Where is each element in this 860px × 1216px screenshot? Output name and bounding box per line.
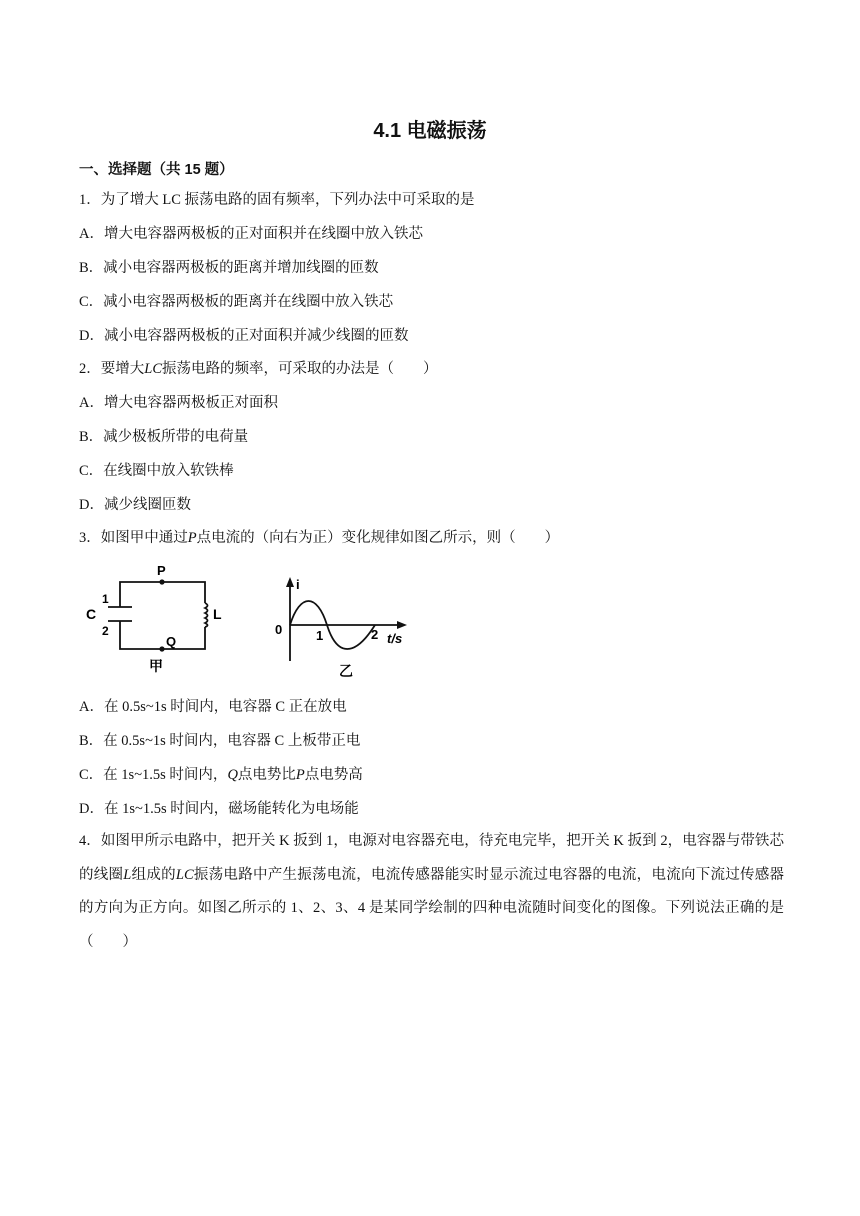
q3-option-c-part: 点电势比 [237, 767, 296, 783]
q4-stem-part: 组成的 [131, 866, 176, 883]
q4-stem-italic: LC [175, 866, 194, 883]
i-axis-arrow [286, 577, 294, 587]
label-plate-1: 1 [102, 592, 109, 606]
q3-option-b: B．在 0.5s~1s 时间内，电容器 C 上板带正电 [79, 733, 361, 749]
label-q: Q [166, 634, 177, 649]
caption-jia: 甲 [149, 658, 163, 674]
t-axis-arrow [397, 621, 407, 629]
q2-option-a: A．增大电容器两极板正对面积 [79, 395, 278, 411]
q3-option-d: D．在 1s~1.5s 时间内，磁场能转化为电场能 [79, 801, 359, 817]
label-t-unit: t/s [387, 631, 403, 646]
q3-stem [79, 528, 559, 548]
q2-stem [79, 359, 438, 379]
caption-yi: 乙 [339, 663, 353, 679]
q4-stem-part: 4．如图甲所示电路中，把开关 K 扳到 1，电源对电容器充电，待充电完毕，把开关 K 扳到 2，电容器与带铁芯的线圈 [79, 833, 784, 883]
q1-option-a: A．增大电容器两极板的正对面积并在线圈中放入铁芯 [79, 226, 423, 242]
q1-stem: 1．为了增大 LC 振荡电路的固有频率，下列办法中可采取的是 [79, 192, 475, 208]
q4-stem [79, 825, 784, 960]
q4-stem-part: 振荡电路中产生振荡电流，电流传感器能实时显示流过电容器的电流，电流向下流过传感器的方向为正方向。如图乙所示的 1、2、3、4 是某同学绘制的四种电流随时间变化的图像。下列说法正确的是（ ） [79, 866, 785, 951]
label-i: i [296, 577, 300, 592]
q3-option-c-italic: Q [227, 767, 238, 783]
q2-stem-part: 2．要增大 [79, 361, 145, 377]
label-c: C [86, 606, 97, 622]
q1-option-c: C．减小电容器两极板的距离并在线圈中放入铁芯 [79, 294, 394, 310]
q1-option-d: D．减小电容器两极板的正对面积并减少线圈的匝数 [79, 328, 409, 344]
q3-option-c [79, 765, 363, 785]
q3-stem-italic: P [187, 530, 197, 546]
q2-stem-part: 振荡电路的频率，可采取的办法是（ ） [162, 361, 438, 377]
q2-stem-italic: LC [144, 361, 162, 377]
q3-stem-part: 3．如图甲中通过 [79, 530, 188, 546]
label-p: P [157, 563, 166, 578]
circuit-diagram [80, 565, 220, 680]
q3-stem-part: 点电流的（向右为正）变化规律如图乙所示，则（ ） [196, 530, 560, 546]
section-heading: 一、选择题（共 15 题） [79, 162, 234, 178]
label-t1: 1 [316, 628, 324, 643]
q2-option-b: B．减少极板所带的电荷量 [79, 429, 249, 445]
q4-stem-italic: L [123, 866, 132, 883]
page-title: 4.1 电磁振荡 [373, 120, 487, 142]
q1-option-b: B．减小电容器两极板的距离并增加线圈的匝数 [79, 260, 379, 276]
q3-option-c-part: C．在 1s~1.5s 时间内， [79, 767, 228, 783]
label-origin: 0 [275, 622, 283, 637]
node-p-dot [159, 579, 164, 584]
node-q-dot [159, 646, 164, 651]
current-time-graph [265, 573, 425, 683]
label-t2: 2 [371, 627, 379, 642]
q3-option-c-italic: P [295, 767, 305, 783]
label-l: L [213, 606, 222, 622]
label-plate-2: 2 [102, 624, 109, 638]
q3-option-a: A．在 0.5s~1s 时间内，电容器 C 正在放电 [79, 699, 347, 715]
q2-option-d: D．减少线圈匝数 [79, 497, 191, 513]
q3-option-c-part: 点电势高 [304, 767, 363, 783]
q2-option-c: C．在线圈中放入软铁棒 [79, 463, 234, 479]
